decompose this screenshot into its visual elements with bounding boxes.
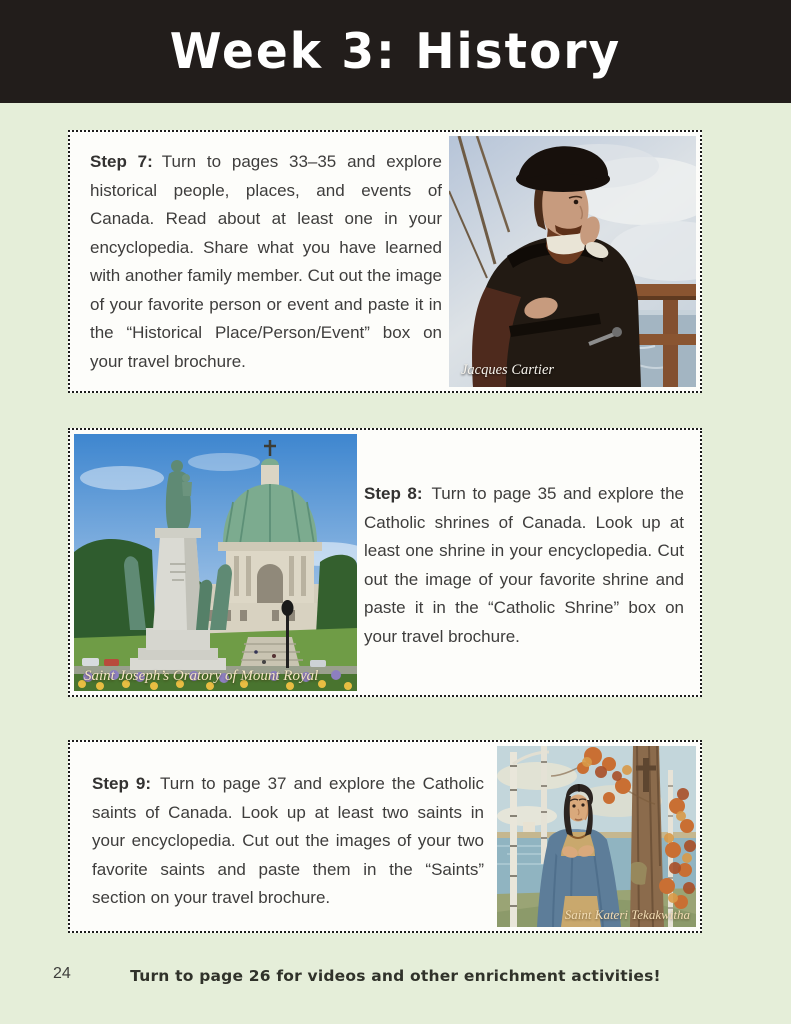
footer-note: Turn to page 26 for videos and other enrichment activities! <box>130 967 661 985</box>
image-caption: Jacques Cartier <box>461 362 555 378</box>
page-header-banner <box>0 0 791 103</box>
image-caption: Saint Kateri Tekakwitha <box>564 907 690 922</box>
jacques-cartier-image <box>449 136 696 387</box>
step-9-label: Step 9: <box>92 774 152 793</box>
step-7-text <box>90 148 442 376</box>
saint-kateri-image <box>497 746 696 927</box>
image-caption: Saint Joseph’s Oratory of Mount Royal <box>84 668 319 684</box>
step-8-text <box>364 480 684 651</box>
step-7-body: Turn to pages 33–35 and explore historical people, places, and events of Canada. Read about at least one in your encyclopedia. Share what you have learned with another family member. Cut out the image of your favorite person or event and paste it in the “Historical Place/Person/Event” box on your travel brochure. <box>90 152 442 371</box>
step-7-box <box>68 130 702 393</box>
jacques-cartier-illustration <box>449 136 696 387</box>
step-7-label: Step 7: <box>90 152 153 171</box>
step-9-text <box>92 770 484 913</box>
step-8-box <box>68 428 702 697</box>
saint-josephs-oratory-image <box>74 434 357 691</box>
step-8-body: Turn to page 35 and explore the Catholic shrines of Canada. Look up at least one shrine in your encyclopedia. Cut out the image of your favorite shrine and paste it in the “Catholic Shrine” box on your travel brochure. <box>364 484 684 646</box>
page-title: Week 3: History <box>169 22 622 81</box>
step-9-box <box>68 740 702 933</box>
step-8-label: Step 8: <box>364 484 423 503</box>
kateri-illustration <box>497 746 696 927</box>
page-number: 24 <box>53 965 71 982</box>
oratory-illustration <box>74 434 357 691</box>
step-9-body: Turn to page 37 and explore the Catholic saints of Canada. Look up at least two saints in your encyclopedia. Cut out the images of your two favorite saints and paste them in the “Saints” section on your travel brochure. <box>92 774 484 907</box>
